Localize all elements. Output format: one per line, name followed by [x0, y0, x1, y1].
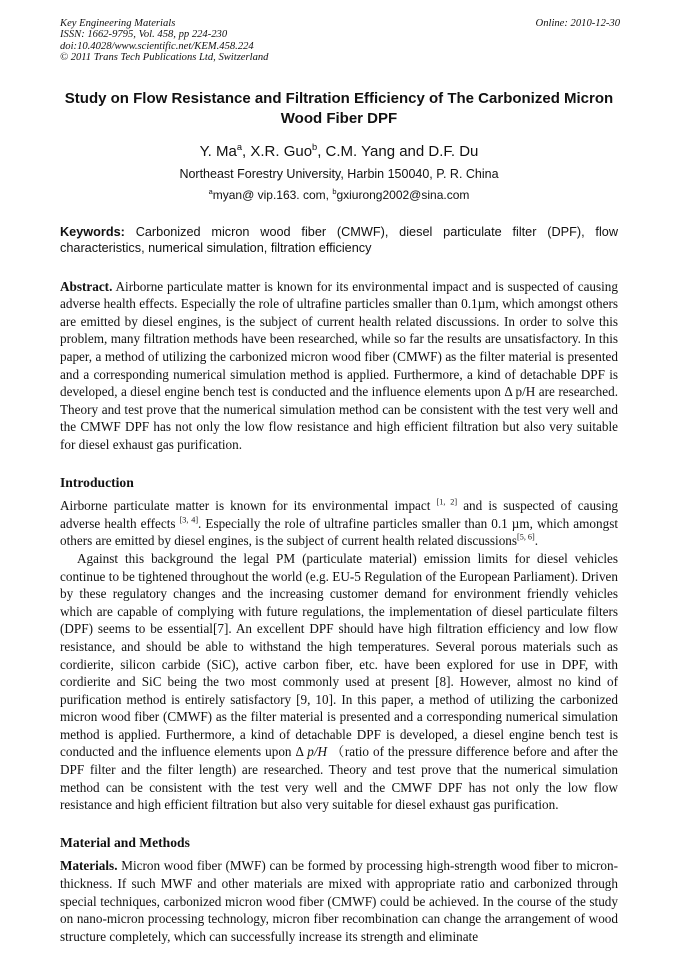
- issn-line: ISSN: 1662-9795, Vol. 458, pp 224-230: [60, 29, 228, 41]
- section-heading-material-and-methods: Material and Methods: [60, 834, 190, 850]
- section-heading-introduction: Introduction: [60, 474, 134, 490]
- abstract-paragraph: Abstract. Airborne particulate matter is known for its environmental impact and is suspected of causing adverse health effects. Especially the role of ultrafine particles smaller than 0.1µm, which amongst others are emitted by diesel engines, is the subject of current health related discussions. In order to solve this problem, many filtration methods have been researched, while so far the results are unsatisfactory. In this paper, a method of utilizing the carbonized micron wood fiber (CMWF) as the filter material is presented and a corresponding numerical simulation method is applied. Furthermore, a kind of detachable DPF is developed, a diesel engine bench test is conducted and the influence elements upon Δ p/H are researched. Theory and test prove that the numerical simulation method can be consistent with the test very well and the CMWF DPF has not only the low flow resistance and high efficient filtration but also very suitable for diesel exhaust gas purification.: [60, 278, 618, 452]
- materials-paragraph: Materials. Micron wood fiber (MWF) can be formed by processing high-strength wood fiber to micron-thickness. If such MWF and other materials are mixed with appropriate ratio and carbonized through special techniques, carbonized micron wood fiber (CMWF) could be achieved. In the course of the study on nano-micron processing technology, micron fiber recombination can change the arrangement of wood structure completely, which can successfully increase its strength and eliminate: [60, 858, 618, 944]
- online-date: Online: 2010-12-30: [535, 18, 620, 29]
- copyright-line: © 2011 Trans Tech Publications Ltd, Switzerland: [60, 52, 269, 64]
- affiliation-line: Northeast Forestry University, Harbin 150040, P. R. China: [179, 166, 499, 181]
- authors-line: Y. Ma$^a$, X.R. Guo$^b$, C.M. Yang and D.F. Du: [199, 141, 479, 160]
- publication-header: [60, 18, 620, 64]
- keywords-paragraph: Keywords: Carbonized micron wood fiber (CMWF), diesel particulate filter (DPF), flow characteristics, numerical simulation, filtration efficiency: [60, 224, 618, 256]
- paper-title: Study on Flow Resistance and Filtration Efficiency of The Carbonized Micron Wood Fiber DPF: [64, 89, 614, 127]
- emails-line: $^a$myan@ vip.163. com, $^b$gxiurong2002@sina.com: [208, 186, 470, 202]
- introduction-paragraph-2: Against this background the legal PM (particulate material) emission limits for diesel vehicles continue to be tightened throughout the world (e.g. EU-5 Regulation of the European Parliament). Driven by these regulatory changes and the increasing customer demand for environment friendly vehicles which are capable of complying with future regulations, the implementation of diesel particulate filters (DPF) seems to be essential[7]. An excellent DPF should have high filtration efficiency and low flow resistance, and should be able to withstand the high temperatures. Several porous materials such as cordierite, silicon carbide (SiC), active carbon fiber, etc. have been explored for use in DPF, with cordierite and SiC being the two most commonly used at present [8]. However, almost no kind of purification method is entirely satisfactory [9, 10]. In this paper, a method of utilizing the carbonized micron wood fiber (CMWF) as the filter material is presented and a corresponding numerical simulation method is applied. Furthermore, a kind of detachable DPF is developed, a diesel engine bench test is conducted and the influence elements upon Δ p/H （ratio of the pressure difference before and after the DPF filter and the filter length) are researched. Theory and test prove that the numerical simulation method can be consistent with the test very well and the CMWF DPF has not only the low flow resistance and high efficient filtration but also very suitable for diesel exhaust gas purification.: [60, 550, 619, 813]
- publication-info: [60, 18, 268, 64]
- doi-line: doi:10.4028/www.scientific.net/KEM.458.224: [60, 40, 254, 52]
- introduction-paragraph-1: Airborne particulate matter is known for its environmental impact [1, 2] and is suspected of causing adverse health effects [3, 4]. Especially the role of ultrafine particles smaller than 0.1 µm, which amongst others are emitted by diesel engines, is the subject of current health related discussions[5, 6].: [60, 497, 619, 549]
- journal-name: Key Engineering Materials: [60, 18, 176, 29]
